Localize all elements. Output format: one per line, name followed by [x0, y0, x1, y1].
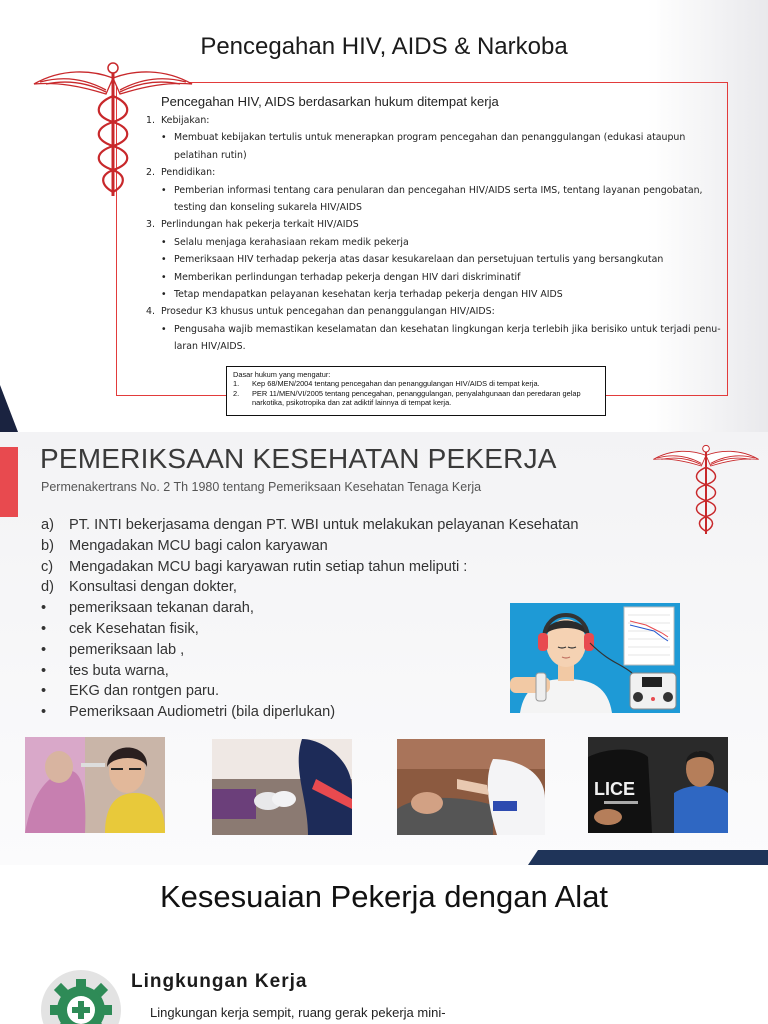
list-item — [41, 702, 578, 723]
section-number: 2. — [146, 167, 155, 179]
footer-band — [528, 850, 768, 865]
policy-bullet: • Pemeriksaan HIV terhadap pekerja atas dasar kesukarelaan dan persetujuan tertulis yang bersangkutan — [146, 251, 722, 268]
slide-title: Pencegahan HIV, AIDS & Narkoba — [200, 33, 568, 60]
item-marker: d) — [41, 579, 54, 596]
item-text: EKG dan rontgen paru. — [69, 683, 220, 700]
section-number: 4. — [146, 306, 155, 318]
corner-decoration — [0, 385, 18, 432]
item-marker: • — [41, 641, 47, 658]
checkup-list — [41, 515, 578, 723]
item-number: 1. — [233, 379, 240, 389]
photo-physical-check — [397, 739, 545, 835]
legal-basis-item — [233, 389, 599, 408]
section-label: Prosedur K3 khusus untuk pencegahan dan penanggulangan HIV/AIDS: — [161, 306, 495, 318]
photo-blood-pressure — [212, 739, 352, 835]
section-label: Kebijakan: — [161, 115, 210, 126]
list-item — [41, 640, 578, 661]
section-number: 3. — [146, 219, 155, 231]
item-text: Kep 68/MEN/2004 tentang pencegahan dan penanggulangan HIV/AIDS di tempat kerja. — [252, 379, 540, 389]
list-item — [41, 598, 578, 619]
list-item — [41, 681, 578, 702]
photo-screening — [588, 737, 728, 833]
policy-list — [146, 112, 722, 356]
list-item — [41, 661, 578, 682]
section-description: Lingkungan kerja sempit, ruang gerak pekerja mini- — [150, 1005, 446, 1020]
item-marker: • — [41, 600, 47, 617]
item-marker: b) — [41, 537, 54, 554]
section-number: 1. — [146, 115, 155, 126]
item-marker: c) — [41, 558, 54, 575]
slide-hiv-prevention — [0, 0, 768, 432]
policy-section — [146, 216, 722, 303]
item-text: pemeriksaan tekanan darah, — [69, 600, 254, 617]
item-text: pemeriksaan lab , — [69, 641, 185, 658]
item-text: cek Kesehatan fisik, — [69, 620, 199, 637]
photo-ear-exam — [25, 737, 165, 833]
caduceus-icon — [652, 440, 760, 540]
legal-basis-item — [233, 379, 599, 388]
slide-worker-fit — [0, 865, 768, 1024]
policy-box-title: Pencegahan HIV, AIDS berdasarkan hukum ditempat kerja — [161, 94, 499, 109]
list-item — [41, 515, 578, 536]
section-label: Pendidikan: — [161, 167, 216, 179]
policy-bullet: • Pemberian informasi tentang cara penularan dan pencegahan HIV/AIDS serta IMS, tentang layanan pengobatan, testing dan konseling sukarela HIV/AIDS — [146, 182, 722, 217]
item-marker: • — [41, 620, 47, 637]
safety-gear-icon — [40, 969, 122, 1024]
item-text: PER 11/MEN/VI/2005 tentang pencegahan, penanggulangan, penyalahgunaan dan peredaran gelap narkotika, psikotropika dan zat adiktif lainnya di tempat kerja. — [252, 388, 581, 408]
slide-title: PEMERIKSAAN KESEHATAN PEKERJA — [40, 443, 557, 474]
section-label: Perlindungan hak pekerja terkait HIV/AIDS — [161, 219, 359, 231]
item-text: Pemeriksaan Audiometri (bila diperlukan) — [69, 704, 336, 721]
audiometry-illustration — [510, 603, 680, 713]
policy-bullet: • Pengusaha wajib memastikan keselamatan dan kesehatan lingkungan kerja terlebih jika berisiko untuk terjadi penu-laran HIV/AIDS. — [146, 321, 722, 356]
slide-health-checks — [0, 432, 768, 865]
item-text: tes buta warna, — [69, 662, 169, 679]
item-marker: • — [41, 662, 47, 679]
item-marker: • — [41, 683, 47, 700]
item-number: 2. — [233, 388, 240, 398]
policy-bullet: • Selalu menjaga kerahasiaan rekam medik pekerja — [146, 234, 722, 251]
slide-title: Kesesuaian Pekerja dengan Alat — [159, 879, 609, 914]
item-text: Mengadakan MCU bagi karyawan rutin setiap tahun meliputi : — [69, 558, 468, 575]
policy-bullet: • Tetap mendapatkan pelayanan kesehatan kerja terhadap pekerja dengan HIV AIDS — [146, 286, 722, 303]
item-text: Konsultasi dengan dokter, — [69, 579, 237, 596]
list-item — [41, 557, 578, 578]
policy-section — [146, 112, 722, 164]
accent-bar — [0, 447, 18, 517]
item-text: Mengadakan MCU bagi calon karyawan — [69, 537, 328, 554]
policy-bullet: • Membuat kebijakan tertulis untuk menerapkan program pencegahan dan penanggulangan (edukasi ataupun pelatihan rutin) — [146, 129, 722, 164]
item-text: PT. INTI bekerjasama dengan PT. WBI untuk melakukan pelayanan Kesehatan — [69, 517, 579, 533]
list-item — [41, 619, 578, 640]
list-item — [41, 536, 578, 557]
legal-basis-box — [226, 366, 606, 416]
slide-subtitle: Permenakertrans No. 2 Th 1980 tentang Pemeriksaan Kesehatan Tenaga Kerja — [41, 480, 482, 494]
item-marker: a) — [41, 517, 54, 533]
vest-text: LICE — [594, 779, 636, 799]
legal-basis-heading: Dasar hukum yang mengatur: — [233, 370, 331, 379]
policy-section — [146, 164, 722, 216]
section-heading: Lingkungan Kerja — [131, 971, 308, 992]
list-item — [41, 577, 578, 598]
item-marker: • — [41, 704, 47, 721]
policy-bullet: • Memberikan perlindungan terhadap pekerja dengan HIV dari diskriminatif — [146, 269, 722, 286]
policy-section — [146, 303, 722, 355]
